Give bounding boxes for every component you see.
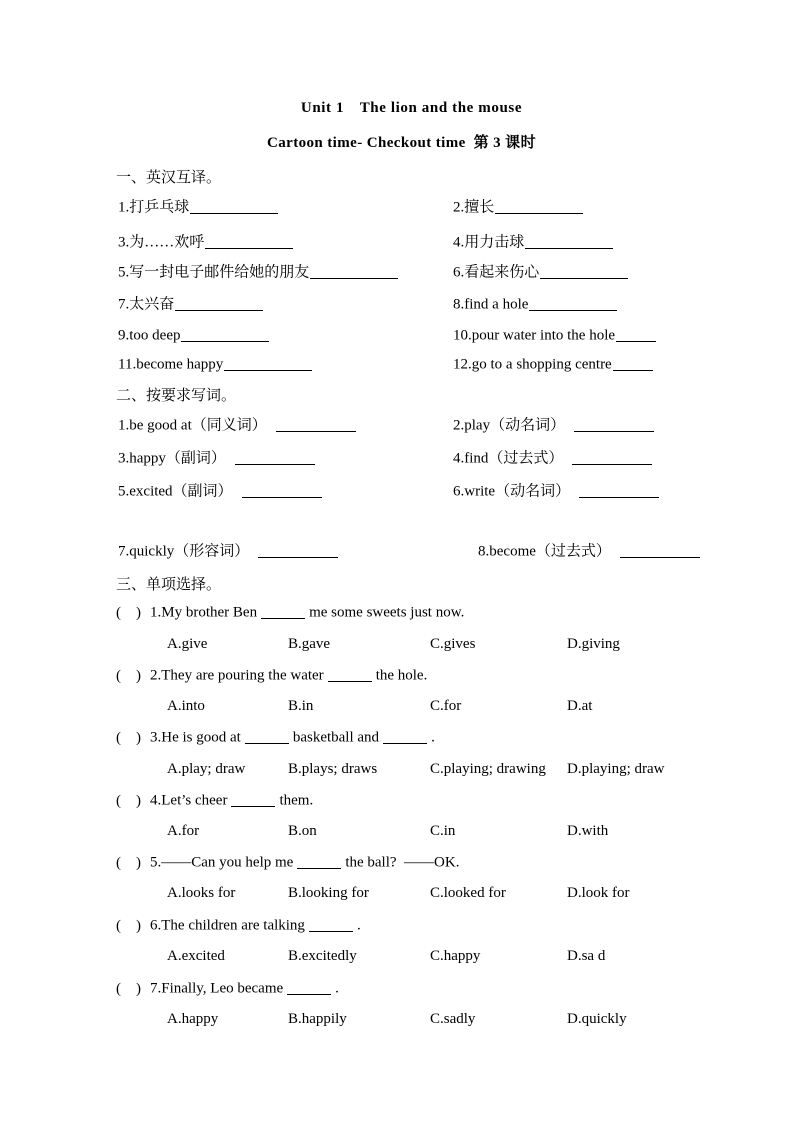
option-c[interactable]: C.for [430,698,462,714]
item-num: 2. [453,199,465,216]
answer-bracket[interactable]: ( ) [116,854,141,871]
question-stem-before: Let’s cheer [161,792,228,809]
answer-blank[interactable] [310,264,398,279]
wordform-item-1 [118,417,356,434]
answer-blank[interactable] [309,917,353,932]
question-stem-after: the ball? ——OK. [345,854,460,871]
item-num: 2. [453,417,465,434]
question-num: 5. [150,854,162,871]
question-stem-before: The children are talking [161,917,305,934]
item-num: 8. [478,543,490,560]
option-b[interactable]: B.happily [288,1011,347,1027]
option-a[interactable]: A.looks for [167,885,236,901]
question-stem-before: Finally, Leo became [161,980,284,997]
question-stem-after: basketball and [292,729,380,746]
question-num: 2. [150,667,162,684]
mc-question-7 [116,980,339,998]
option-b[interactable]: B.looking for [288,885,369,901]
option-c[interactable]: C.in [430,823,456,839]
option-a[interactable]: A.for [167,823,200,839]
answer-blank[interactable] [495,199,583,214]
option-c[interactable]: C.happy [430,948,481,964]
item-text: 擅长 [464,199,495,216]
translate-item-2 [453,199,583,216]
answer-bracket[interactable]: ( ) [116,729,141,746]
mc-question-2 [116,667,427,685]
option-a[interactable]: A.play; draw [167,761,246,777]
option-b[interactable]: B.plays; draws [288,761,378,777]
answer-blank[interactable] [287,980,331,995]
section-two-heading: 二、按要求写词。 [116,388,237,404]
translate-item-9 [118,327,269,344]
item-num: 4. [453,234,465,251]
option-d[interactable]: D.look for [567,885,630,901]
question-stem-before: My brother Ben [161,604,258,621]
item-text: write（动名词） [464,483,571,500]
item-text: too deep [129,327,181,344]
item-num: 1. [118,199,130,216]
answer-blank[interactable] [540,264,628,279]
answer-blank[interactable] [613,356,653,371]
wordform-item-4 [453,450,652,467]
option-d[interactable]: D.playing; draw [567,761,665,777]
translate-item-1 [118,199,278,216]
option-a[interactable]: A.into [167,698,205,714]
item-num: 10. [453,327,472,344]
question-num: 6. [150,917,162,934]
answer-blank[interactable] [224,356,312,371]
question-num: 1. [150,604,162,621]
answer-blank[interactable] [175,296,263,311]
option-a[interactable]: A.happy [167,1011,219,1027]
wordform-item-8 [478,543,700,560]
item-text: become happy [136,356,224,373]
wordform-item-2 [453,417,654,434]
item-text: 打乒乓球 [129,199,190,216]
item-text: find（过去式） [464,450,564,467]
answer-blank-2[interactable] [383,729,427,744]
option-b[interactable]: B.excitedly [288,948,357,964]
answer-blank[interactable] [620,543,700,558]
answer-blank[interactable] [181,327,269,342]
item-num: 3. [118,234,130,251]
answer-blank[interactable] [616,327,656,342]
answer-blank[interactable] [574,417,654,432]
question-stem-after: them. [279,792,314,809]
item-text: go to a shopping centre [471,356,612,373]
answer-bracket[interactable]: ( ) [116,980,141,997]
page-title-lesson: Cartoon time- Checkout time 第 3 课时 [267,135,536,151]
answer-blank[interactable] [525,234,613,249]
option-c[interactable]: C.looked for [430,885,506,901]
question-num: 3. [150,729,162,746]
option-a[interactable]: A.give [167,636,208,652]
translate-item-3 [118,234,293,251]
item-text: be good at（同义词） [129,417,267,434]
option-d[interactable]: D.sa d [567,948,606,964]
question-num: 4. [150,792,162,809]
answer-blank[interactable] [328,667,372,682]
item-num: 5. [118,483,130,500]
option-d[interactable]: D.quickly [567,1011,627,1027]
item-num: 7. [118,543,130,560]
translate-item-7 [118,296,263,313]
translate-item-4 [453,234,613,251]
question-num: 7. [150,980,162,997]
option-c[interactable]: C.sadly [430,1011,476,1027]
option-d[interactable]: D.giving [567,636,620,652]
item-text: excited（副词） [129,483,233,500]
option-d[interactable]: D.at [567,698,593,714]
mc-question-3 [116,729,435,747]
item-num: 7. [118,296,130,313]
item-text: find a hole [464,296,529,313]
mc-question-6 [116,917,361,935]
section-one-heading: 一、英汉互译。 [116,170,222,186]
item-num: 5. [118,264,130,281]
question-stem-before: They are pouring the water [161,667,324,684]
answer-blank[interactable] [572,450,652,465]
answer-blank[interactable] [529,296,617,311]
translate-item-8 [453,296,617,313]
item-num: 4. [453,450,465,467]
page-title-unit: Unit 1 The lion and the mouse [300,100,523,116]
answer-blank[interactable] [242,483,322,498]
option-b[interactable]: B.gave [288,636,331,652]
item-text: 为……欢呼 [129,234,205,251]
item-num: 6. [453,264,465,281]
item-text: 用力击球 [464,234,525,251]
item-num: 11. [118,356,137,373]
option-b[interactable]: B.on [288,823,317,839]
question-stem-after: . [335,980,339,997]
item-num: 6. [453,483,465,500]
option-d[interactable]: D.with [567,823,609,839]
question-stem-before: ——Can you help me [161,854,294,871]
answer-blank[interactable] [231,792,275,807]
translate-item-5 [118,264,398,281]
answer-blank[interactable] [276,417,356,432]
option-b[interactable]: B.in [288,698,314,714]
wordform-item-5 [118,483,322,500]
wordform-item-7 [118,543,338,560]
question-stem-after: me some sweets just now. [309,604,465,621]
answer-blank[interactable] [261,604,305,619]
question-stem-after: the hole. [375,667,428,684]
item-text: 太兴奋 [129,296,175,313]
option-a[interactable]: A.excited [167,948,225,964]
item-text: 看起来伤心 [464,264,540,281]
answer-bracket[interactable]: ( ) [116,667,141,684]
answer-blank[interactable] [245,729,289,744]
translate-item-12 [453,356,653,373]
answer-blank[interactable] [235,450,315,465]
item-num: 9. [118,327,130,344]
item-num: 12. [453,356,472,373]
question-stem-after: . [356,917,361,934]
item-text: happy（副词） [129,450,226,467]
option-c[interactable]: C.playing; drawing [430,761,546,777]
answer-blank[interactable] [190,199,278,214]
item-num: 1. [118,417,130,434]
item-text: pour water into the hole [471,327,616,344]
item-text: play（动名词） [464,417,566,434]
answer-bracket[interactable]: ( ) [116,604,141,621]
translate-item-11 [118,356,312,373]
item-text: quickly（形容词） [129,543,250,560]
item-num: 8. [453,296,465,313]
answer-blank[interactable] [579,483,659,498]
mc-question-4 [116,792,313,810]
wordform-item-6 [453,483,659,500]
answer-blank[interactable] [258,543,338,558]
item-text: 写一封电子邮件给她的朋友 [129,264,310,281]
question-stem-before: He is good at [161,729,241,746]
answer-bracket[interactable]: ( ) [116,792,141,809]
answer-blank[interactable] [297,854,341,869]
translate-item-6 [453,264,628,281]
question-stem-tail: . [431,729,435,746]
answer-bracket[interactable]: ( ) [116,917,141,934]
option-c[interactable]: C.gives [430,636,476,652]
answer-blank[interactable] [205,234,293,249]
mc-question-5 [116,854,459,872]
translate-item-10 [453,327,656,344]
wordform-item-3 [118,450,315,467]
item-num: 3. [118,450,130,467]
mc-question-1 [116,604,464,622]
item-text: become（过去式） [489,543,611,560]
section-three-heading: 三、单项选择。 [116,577,222,593]
